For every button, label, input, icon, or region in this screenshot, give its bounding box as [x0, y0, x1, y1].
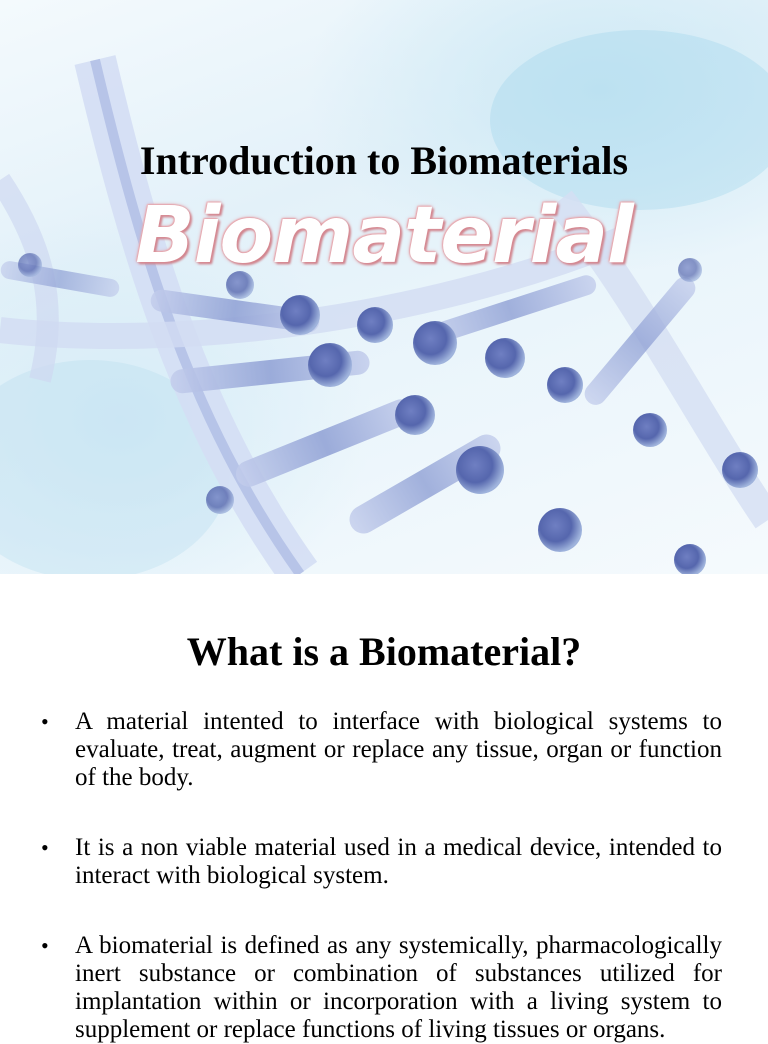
list-item — [40, 932, 722, 1044]
slide-what-is-biomaterial — [0, 578, 768, 1043]
list-item — [40, 834, 722, 890]
bullet-text: A material intented to interface with biological systems to evaluate, treat, augment or replace any tissue, organ or function of the body. — [75, 708, 722, 791]
slide-title: Introduction to Biomaterials — [139, 138, 629, 183]
list-item — [40, 708, 722, 792]
bullet-icon: • — [41, 933, 49, 958]
bullet-list — [40, 708, 722, 1044]
bullet-text: It is a non viable material used in a medical device, intended to interact with biological system. — [75, 834, 722, 889]
biomaterial-wordart: Biomaterial — [135, 191, 633, 281]
bullet-icon: • — [41, 709, 49, 734]
bullet-text: A biomaterial is defined as any systemically, pharmacologically inert substance or combination of substances utilized for implantation within or incorporation with a living system to supplement or replace functions of living tissues or organs. — [75, 932, 722, 1043]
bullet-icon: • — [41, 835, 49, 860]
slide-heading: What is a Biomaterial? — [186, 629, 582, 674]
